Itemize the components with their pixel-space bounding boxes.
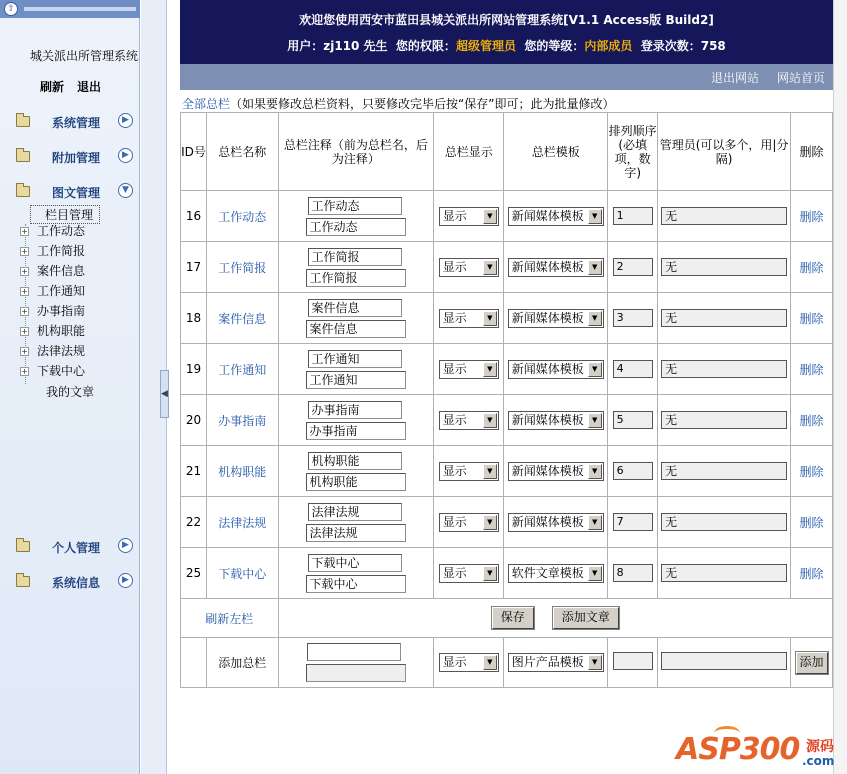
select-value: 显示 — [442, 361, 467, 376]
menu-system-info[interactable] — [0, 571, 140, 593]
system-title: 城关派出所管理系统 — [30, 49, 139, 63]
select-value: 显示 — [442, 514, 467, 529]
tree-item[interactable] — [20, 262, 85, 280]
row-id: 25 — [181, 548, 207, 599]
template-select[interactable] — [508, 411, 604, 430]
expand-plus-icon[interactable]: + — [21, 367, 28, 376]
table-header-row — [181, 113, 833, 191]
folder-icon — [16, 116, 30, 127]
login-count: 758 — [700, 39, 726, 53]
tree-item[interactable] — [20, 242, 85, 260]
delete-link[interactable]: 删除 — [799, 260, 824, 275]
welcome-title: 欢迎您使用西安市蓝田县城关派出所网站管理系统[V1.1 Access版 Build2] — [299, 13, 714, 27]
site-home-link[interactable]: 网站首页 — [777, 71, 826, 85]
select-value: 显示 — [442, 463, 467, 478]
column-note-input[interactable]: 工作通知 — [306, 371, 406, 389]
column-name-link[interactable]: 案件信息 — [218, 311, 267, 326]
tree-item-label: 法律法规 — [37, 344, 86, 358]
order-input[interactable]: 5 — [613, 411, 653, 429]
display-select[interactable] — [439, 513, 499, 532]
column-note-input[interactable]: 机构职能 — [306, 473, 406, 491]
dropdown-arrow-icon[interactable]: ▼ — [588, 413, 602, 428]
add-column-label: 添加总栏 — [206, 638, 278, 688]
user-name: zj110 先生 — [323, 39, 388, 53]
row-id: 22 — [181, 497, 207, 548]
column-name-link[interactable]: 机构职能 — [218, 464, 267, 479]
admin-input[interactable]: 无 — [661, 207, 787, 225]
column-name-input[interactable]: 下载中心 — [308, 554, 402, 572]
select-value: 显示 — [442, 655, 467, 669]
left-sidebar — [0, 0, 140, 774]
welcome-banner — [180, 0, 833, 64]
order-input[interactable]: 2 — [613, 258, 653, 276]
tree-item[interactable] — [20, 282, 85, 300]
table-footer-row — [181, 599, 833, 638]
tree-item-label: 机构职能 — [37, 324, 86, 338]
new-column-name-input[interactable] — [307, 643, 401, 661]
edit-folder-icon — [16, 186, 30, 197]
header-template: 总栏模板 — [504, 113, 608, 191]
asp300-logo — [676, 726, 846, 772]
column-name-link[interactable]: 下载中心 — [218, 566, 267, 581]
row-id: 16 — [181, 191, 207, 242]
display-select[interactable] — [439, 207, 499, 226]
tree-item-label: 办事指南 — [37, 304, 86, 318]
table-row — [181, 395, 833, 446]
menu-personal-management[interactable] — [0, 536, 140, 558]
table-row — [181, 242, 833, 293]
tree-item-label: 下载中心 — [37, 364, 86, 378]
display-select[interactable] — [439, 411, 499, 430]
column-note-input[interactable]: 案件信息 — [306, 320, 406, 338]
column-note-input[interactable]: 下载中心 — [306, 575, 406, 593]
dropdown-arrow-icon[interactable]: ▼ — [588, 655, 602, 670]
all-columns-link[interactable]: 全部总栏 — [182, 97, 231, 111]
order-input[interactable]: 8 — [613, 564, 653, 582]
expand-plus-icon[interactable]: + — [21, 327, 28, 336]
menu-label: 系统信息 — [52, 576, 101, 590]
delete-link[interactable]: 删除 — [799, 413, 824, 428]
new-admin-input[interactable] — [661, 652, 787, 670]
new-template-select[interactable] — [508, 653, 604, 672]
perm-value: 超级管理员 — [455, 39, 516, 53]
order-input[interactable]: 1 — [613, 207, 653, 225]
top-nav — [180, 64, 833, 90]
dropdown-arrow-icon[interactable]: ▼ — [483, 362, 497, 377]
vertical-scrollbar[interactable] — [833, 0, 847, 774]
dropdown-arrow-icon[interactable]: ▼ — [588, 209, 602, 224]
template-select[interactable] — [508, 309, 604, 328]
menu-label: 系统管理 — [52, 116, 101, 130]
collapse-up-icon[interactable]: ⇧ — [4, 2, 18, 16]
select-value: 显示 — [442, 412, 467, 427]
dropdown-arrow-icon[interactable]: ▼ — [483, 566, 497, 581]
delete-link[interactable]: 删除 — [799, 464, 824, 479]
template-select[interactable] — [508, 207, 604, 226]
template-select[interactable] — [508, 564, 604, 583]
order-input[interactable]: 7 — [613, 513, 653, 531]
row-id: 17 — [181, 242, 207, 293]
chevron-right-icon[interactable]: ▶ — [118, 113, 133, 128]
new-order-input[interactable] — [613, 652, 653, 670]
save-button[interactable]: 保存 — [492, 607, 534, 629]
admin-input[interactable]: 无 — [661, 360, 787, 378]
dropdown-arrow-icon[interactable]: ▼ — [483, 209, 497, 224]
column-note-input[interactable]: 办事指南 — [306, 422, 406, 440]
main-content — [180, 0, 833, 774]
menu-system-management[interactable] — [0, 111, 140, 133]
chevron-down-icon[interactable]: ▼ — [118, 183, 133, 198]
column-name-input[interactable]: 工作通知 — [308, 350, 402, 368]
logout-link[interactable]: 退出 — [77, 80, 102, 94]
tree-item[interactable] — [20, 362, 85, 380]
select-value: 新闻媒体模板 — [511, 361, 584, 376]
tree-item-label: 案件信息 — [37, 264, 86, 278]
tree-item-label: 工作通知 — [37, 284, 86, 298]
column-name-input[interactable]: 机构职能 — [308, 452, 402, 470]
template-select[interactable] — [508, 513, 604, 532]
admin-input[interactable]: 无 — [661, 411, 787, 429]
order-input[interactable]: 4 — [613, 360, 653, 378]
delete-link[interactable]: 删除 — [799, 515, 824, 530]
delete-link[interactable]: 删除 — [799, 209, 824, 224]
select-value: 显示 — [442, 259, 467, 274]
select-value: 新闻媒体模板 — [511, 208, 584, 223]
admin-input[interactable]: 无 — [661, 309, 787, 327]
dropdown-arrow-icon[interactable]: ▼ — [588, 311, 602, 326]
columns-table — [180, 112, 833, 688]
column-name-link[interactable]: 工作动态 — [218, 209, 267, 224]
new-display-select[interactable] — [439, 653, 499, 672]
chevron-right-icon[interactable]: ▶ — [118, 538, 133, 553]
expand-plus-icon[interactable]: + — [21, 307, 28, 316]
column-name-link[interactable]: 办事指南 — [218, 413, 267, 428]
display-select[interactable] — [439, 360, 499, 379]
column-name-link[interactable]: 工作简报 — [218, 260, 267, 275]
menu-addon-management[interactable] — [0, 146, 140, 168]
select-value: 软件文章模板 — [511, 565, 584, 580]
delete-link[interactable]: 删除 — [799, 566, 824, 581]
note-text: （如果要修改总栏资料，只要修改完毕后按“保存”即可；此为批量修改） — [230, 97, 615, 111]
select-value: 新闻媒体模板 — [511, 310, 584, 325]
table-row — [181, 293, 833, 344]
logo-domain: .com — [802, 754, 835, 768]
folder-icon — [16, 541, 30, 552]
select-value: 图片产品模板 — [511, 655, 584, 669]
dropdown-arrow-icon[interactable]: ▼ — [483, 655, 497, 670]
tree-item-column-management[interactable]: 栏目管理 — [30, 205, 100, 224]
table-row — [181, 548, 833, 599]
column-note-input[interactable]: 法律法规 — [306, 524, 406, 542]
dropdown-arrow-icon[interactable]: ▼ — [483, 464, 497, 479]
column-name-input[interactable]: 工作动态 — [308, 197, 402, 215]
display-select[interactable] — [439, 564, 499, 583]
template-select[interactable] — [508, 360, 604, 379]
expand-plus-icon[interactable]: + — [21, 227, 28, 236]
refresh-link[interactable]: 刷新 — [40, 80, 65, 94]
admin-input[interactable]: 无 — [661, 513, 787, 531]
template-select[interactable] — [508, 462, 604, 481]
level-prefix: 您的等级： — [524, 39, 585, 53]
menu-content-management[interactable] — [0, 181, 140, 203]
expand-plus-icon[interactable]: + — [21, 267, 28, 276]
table-row — [181, 446, 833, 497]
header-delete: 删除 — [791, 113, 833, 191]
column-note-input[interactable]: 工作简报 — [306, 269, 406, 287]
row-id: 18 — [181, 293, 207, 344]
display-select[interactable] — [439, 258, 499, 277]
perm-prefix: 您的权限： — [395, 39, 456, 53]
tree-item-label: 工作简报 — [37, 244, 86, 258]
add-article-button[interactable]: 添加文章 — [553, 607, 619, 629]
dropdown-arrow-icon[interactable]: ▼ — [588, 260, 602, 275]
header-name: 总栏名称 — [206, 113, 278, 191]
column-name-input[interactable]: 办事指南 — [308, 401, 402, 419]
select-value: 显示 — [442, 208, 467, 223]
column-name-link[interactable]: 工作通知 — [218, 362, 267, 377]
chevron-right-icon[interactable]: ▶ — [118, 573, 133, 588]
row-id: 21 — [181, 446, 207, 497]
admin-input[interactable]: 无 — [661, 564, 787, 582]
row-id: 19 — [181, 344, 207, 395]
header-id: ID号 — [181, 113, 207, 191]
add-button[interactable]: 添加 — [796, 652, 828, 674]
display-select[interactable] — [439, 462, 499, 481]
chevron-right-icon[interactable]: ▶ — [118, 148, 133, 163]
batch-edit-note — [182, 95, 614, 112]
column-name-input[interactable]: 工作简报 — [308, 248, 402, 266]
logo-text: ASP300 — [676, 732, 800, 767]
tree-item[interactable] — [20, 222, 85, 240]
user-prefix: 用户： — [287, 39, 324, 53]
level-value: 内部成员 — [584, 39, 633, 53]
dropdown-arrow-icon[interactable]: ▼ — [588, 566, 602, 581]
column-name-input[interactable]: 案件信息 — [308, 299, 402, 317]
dropdown-arrow-icon[interactable]: ▼ — [588, 362, 602, 377]
dropdown-arrow-icon[interactable]: ▼ — [483, 413, 497, 428]
dropdown-arrow-icon[interactable]: ▼ — [483, 515, 497, 530]
select-value: 显示 — [442, 310, 467, 325]
header-admin: 管理员(可以多个，用|分隔) — [658, 113, 791, 191]
column-name-link[interactable]: 法律法规 — [218, 515, 267, 530]
tree-item[interactable] — [20, 302, 85, 320]
select-value: 新闻媒体模板 — [511, 412, 584, 427]
new-column-note-input[interactable] — [306, 664, 406, 682]
folder-icon — [16, 151, 30, 162]
header-display: 总栏显示 — [434, 113, 504, 191]
tree-item-my-articles[interactable]: 我的文章 — [46, 385, 95, 399]
template-select[interactable] — [508, 258, 604, 277]
tree-item-label: 工作动态 — [37, 224, 86, 238]
select-value: 显示 — [442, 565, 467, 580]
collapse-left-icon[interactable]: ◀ — [160, 370, 169, 418]
tree-item[interactable] — [20, 342, 85, 360]
expand-plus-icon[interactable]: + — [21, 347, 28, 356]
expand-plus-icon[interactable]: + — [21, 247, 28, 256]
expand-plus-icon[interactable]: + — [21, 287, 28, 296]
folder-icon — [16, 576, 30, 587]
login-prefix: 登录次数： — [640, 39, 701, 53]
order-input[interactable]: 6 — [613, 462, 653, 480]
logo-sub: 源码 — [806, 739, 834, 755]
select-value: 新闻媒体模板 — [511, 463, 584, 478]
select-value: 新闻媒体模板 — [511, 514, 584, 529]
delete-link[interactable]: 删除 — [799, 311, 824, 326]
topbar-stripe — [24, 7, 136, 11]
add-column-row — [181, 638, 833, 688]
header-note: 总栏注释（前为总栏名，后为注释） — [278, 113, 434, 191]
dropdown-arrow-icon[interactable]: ▼ — [588, 464, 602, 479]
table-row — [181, 497, 833, 548]
row-id: 20 — [181, 395, 207, 446]
select-value: 新闻媒体模板 — [511, 259, 584, 274]
display-select[interactable] — [439, 309, 499, 328]
exit-site-link[interactable]: 退出网站 — [711, 71, 760, 85]
header-order: 排列顺序(必填项，数字) — [608, 113, 658, 191]
admin-input[interactable]: 无 — [661, 258, 787, 276]
dropdown-arrow-icon[interactable]: ▼ — [483, 311, 497, 326]
menu-label: 附加管理 — [52, 151, 101, 165]
admin-input[interactable]: 无 — [661, 462, 787, 480]
order-input[interactable]: 3 — [613, 309, 653, 327]
table-row — [181, 191, 833, 242]
column-note-input[interactable]: 工作动态 — [306, 218, 406, 236]
dropdown-arrow-icon[interactable]: ▼ — [588, 515, 602, 530]
dropdown-arrow-icon[interactable]: ▼ — [483, 260, 497, 275]
sidebar-topbar — [0, 0, 140, 18]
tree-item[interactable] — [20, 322, 85, 340]
table-row — [181, 344, 833, 395]
delete-link[interactable]: 删除 — [799, 362, 824, 377]
user-info-line — [180, 37, 833, 54]
refresh-left-link[interactable]: 刷新左栏 — [205, 611, 254, 626]
menu-label: 图文管理 — [52, 186, 101, 200]
menu-label: 个人管理 — [52, 541, 101, 555]
column-name-input[interactable]: 法律法规 — [308, 503, 402, 521]
